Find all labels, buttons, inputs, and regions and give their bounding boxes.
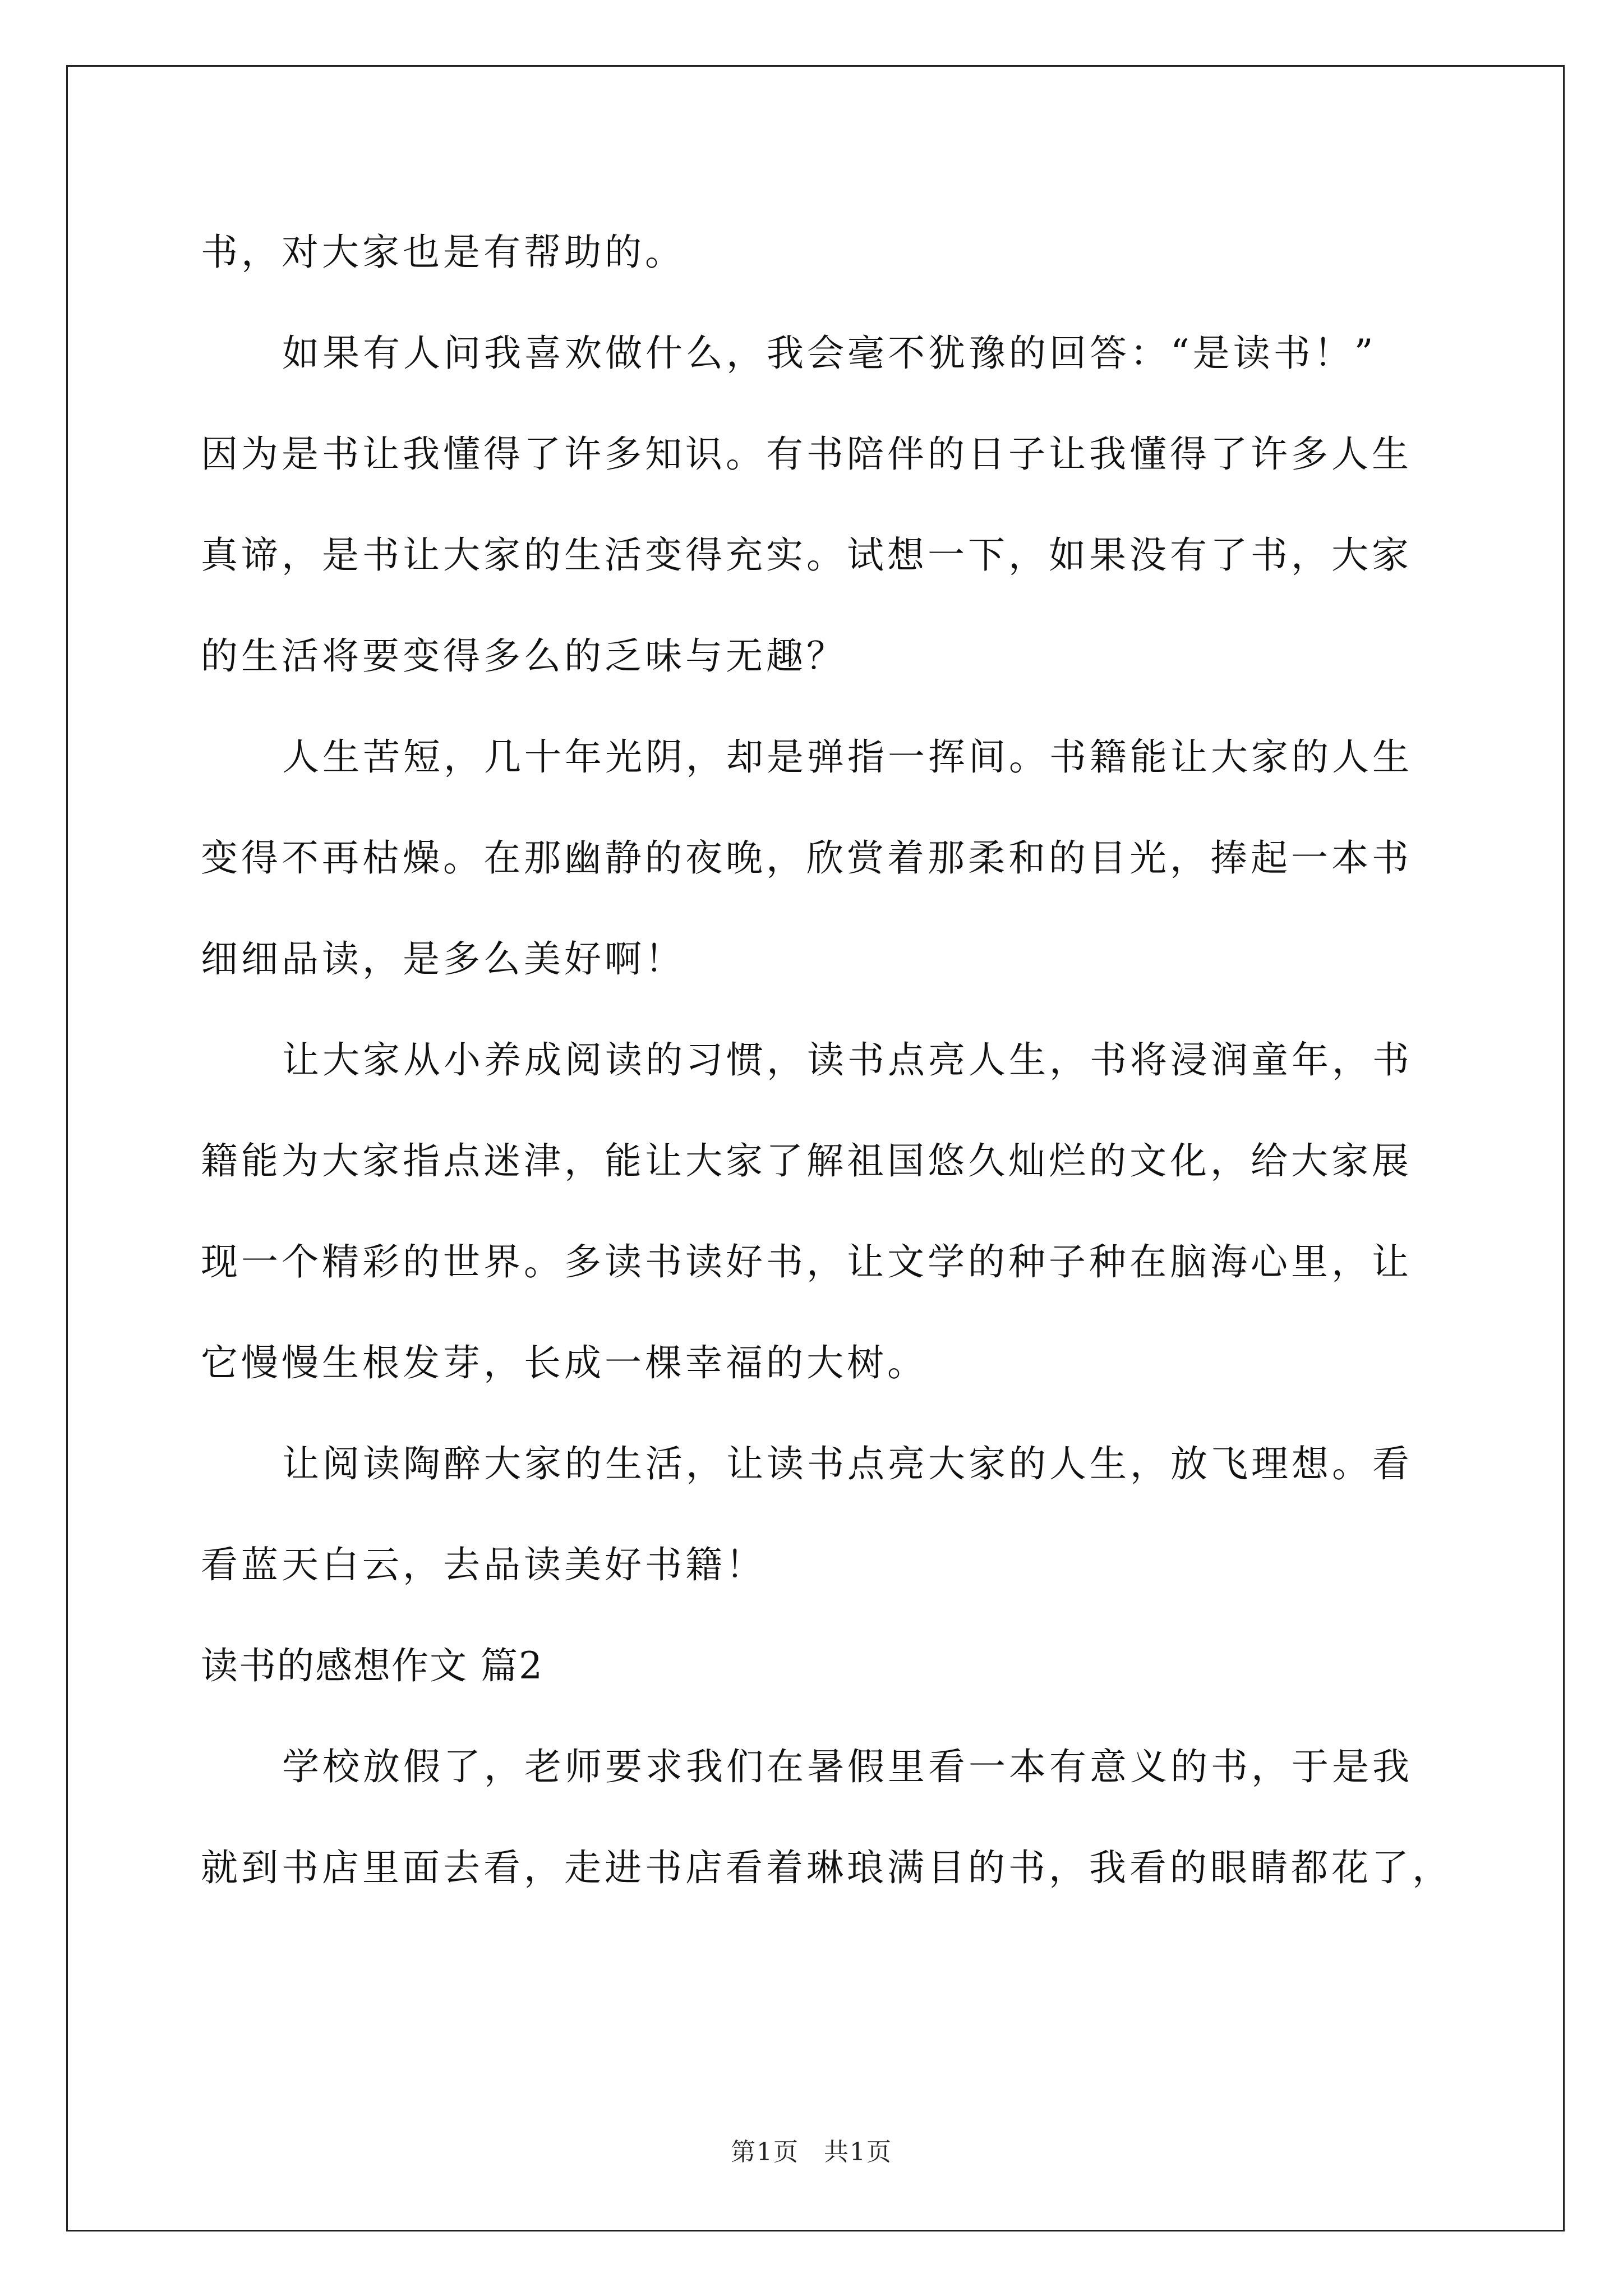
- text-line: 就到书店里面去看，走进书店看着琳琅满目的书，我看的眼睛都花了，: [201, 1846, 1453, 1889]
- text-line: 它慢慢生根发芽，长成一棵幸福的大树。: [201, 1341, 928, 1384]
- text-line: 如果有人问我喜欢做什么，我会毫不犹豫的回答：“是读书！”: [282, 332, 1377, 375]
- text-line: 籍能为大家指点迷津，能让大家了解祖国悠久灿烂的文化，给大家展: [201, 1139, 1412, 1182]
- text-line: 因为是书让我懂得了许多知识。有书陪伴的日子让我懂得了许多人生: [201, 432, 1412, 476]
- text-line: 人生苦短，几十年光阴，却是弹指一挥间。书籍能让大家的人生: [282, 735, 1413, 779]
- text-line: 书，对大家也是有帮助的。: [201, 231, 685, 274]
- page-number: 第1页: [731, 2138, 799, 2166]
- document-body: [201, 202, 1453, 1918]
- page-footer: [0, 2132, 1623, 2168]
- text-line: 的生活将要变得多么的乏味与无趣？: [201, 634, 847, 678]
- text-line: 真谛，是书让大家的生活变得充实。试想一下，如果没有了书，大家: [201, 533, 1412, 577]
- text-line: 变得不再枯燥。在那幽静的夜晚，欣赏着那柔和的目光，捧起一本书: [201, 836, 1412, 880]
- text-line: 看蓝天白云，去品读美好书籍！: [201, 1543, 766, 1586]
- section-heading: 读书的感想作文 篇2: [201, 1644, 543, 1687]
- text-line: 现一个精彩的世界。多读书读好书，让文学的种子种在脑海心里，让: [201, 1240, 1412, 1283]
- page-total: 共1页: [824, 2138, 892, 2166]
- text-line: 学校放假了，老师要求我们在暑假里看一本有意义的书，于是我: [282, 1745, 1413, 1788]
- text-line: 让阅读陶醉大家的生活，让读书点亮大家的人生，放飞理想。看: [282, 1442, 1413, 1485]
- text-line: 让大家从小养成阅读的习惯，读书点亮人生，书将浸润童年，书: [282, 1038, 1413, 1082]
- text-line: 细细品读，是多么美好啊！: [201, 937, 685, 981]
